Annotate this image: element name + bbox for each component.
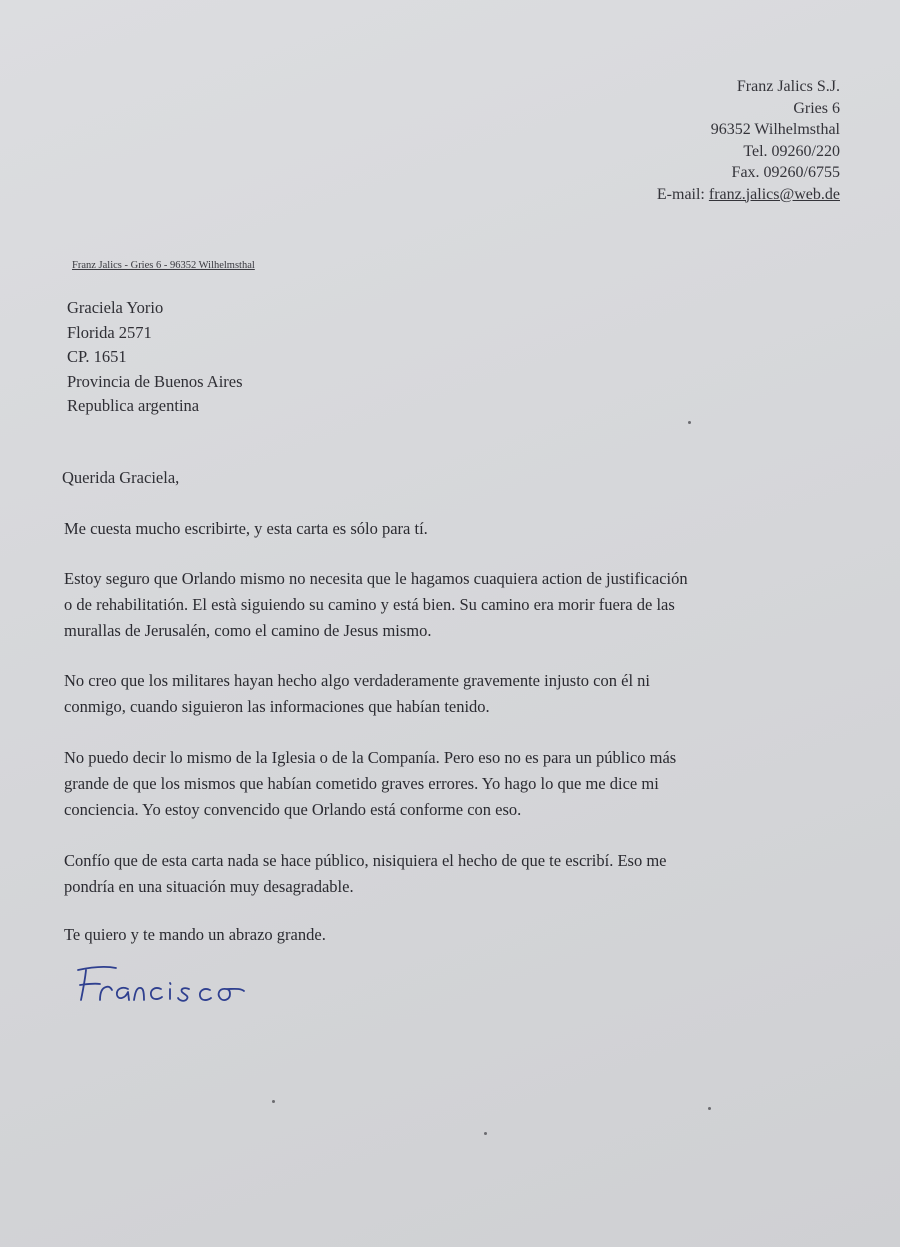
paragraph-line: Estoy seguro que Orlando mismo no necesita que le hagamos cuaquiera action de justificación <box>64 569 688 588</box>
paper-speck <box>708 1107 711 1110</box>
paragraph-line: conmigo, cuando siguieron las informaciones que habían tenido. <box>64 697 490 716</box>
letter-paragraph-4 <box>64 745 844 823</box>
sender-address-block <box>657 76 840 205</box>
sender-city: 96352 Wilhelmsthal <box>710 121 840 138</box>
paragraph-line: murallas de Jerusalén, como el camino de Jesus mismo. <box>64 621 432 640</box>
letter-paragraph-1 <box>64 516 844 542</box>
paragraph-line: conciencia. Yo estoy convencido que Orlando está conforme con eso. <box>64 800 522 819</box>
sender-fax: Fax. 09260/6755 <box>731 164 840 181</box>
sender-email-line <box>657 184 840 206</box>
sender-street: Gries 6 <box>793 99 840 117</box>
recipient-address-block <box>67 296 243 419</box>
recipient-street: Florida 2571 <box>67 322 152 342</box>
paragraph-line: Confío que de esta carta nada se hace público, nisiquiera el hecho de que te escribí. Eso me <box>64 851 667 870</box>
email-label: E-mail: <box>656 185 709 203</box>
paper-speck <box>272 1100 275 1103</box>
letter-paragraph-6 <box>64 922 844 948</box>
paragraph-line: Te quiero y te mando un abrazo grande. <box>64 925 326 944</box>
paragraph-line: No puedo decir lo mismo de la Iglesia o de la Companía. Pero eso no es para un público más <box>64 748 677 767</box>
letter-paragraph-5 <box>64 848 844 900</box>
return-address-line: Franz Jalics - Gries 6 - 96352 Wilhelmsthal <box>72 260 255 271</box>
sender-name: Franz Jalics S.J. <box>736 78 840 95</box>
recipient-postal: CP. 1651 <box>67 347 127 366</box>
paragraph-line: o de rehabilitatión. El està siguiendo su camino y está bien. Su camino era morir fuera de las <box>64 595 675 614</box>
recipient-name: Graciela Yorio <box>67 298 164 317</box>
handwritten-signature <box>72 958 302 1018</box>
paragraph-line: pondría en una situación muy desagradable. <box>64 877 354 896</box>
paragraph-line: Me cuesta mucho escribirte, y esta carta es sólo para tí. <box>64 519 428 538</box>
paper-speck <box>688 421 691 424</box>
recipient-province: Provincia de Buenos Aires <box>67 371 243 391</box>
paragraph-line: grande de que los mismos que habían cometido graves errores. Yo hago lo que me dice mi <box>64 774 659 793</box>
paragraph-line: No creo que los militares hayan hecho algo verdaderamente gravemente injusto con él ni <box>64 671 650 690</box>
salutation: Querida Graciela, <box>62 468 180 487</box>
recipient-country: Republica argentina <box>67 396 200 415</box>
email-link[interactable]: franz.jalics@web.de <box>708 185 840 203</box>
letter-paragraph-2 <box>64 566 844 644</box>
sender-tel: Tel. 09260/220 <box>743 142 840 160</box>
paper-speck <box>484 1132 487 1135</box>
letter-paragraph-3 <box>64 668 844 720</box>
